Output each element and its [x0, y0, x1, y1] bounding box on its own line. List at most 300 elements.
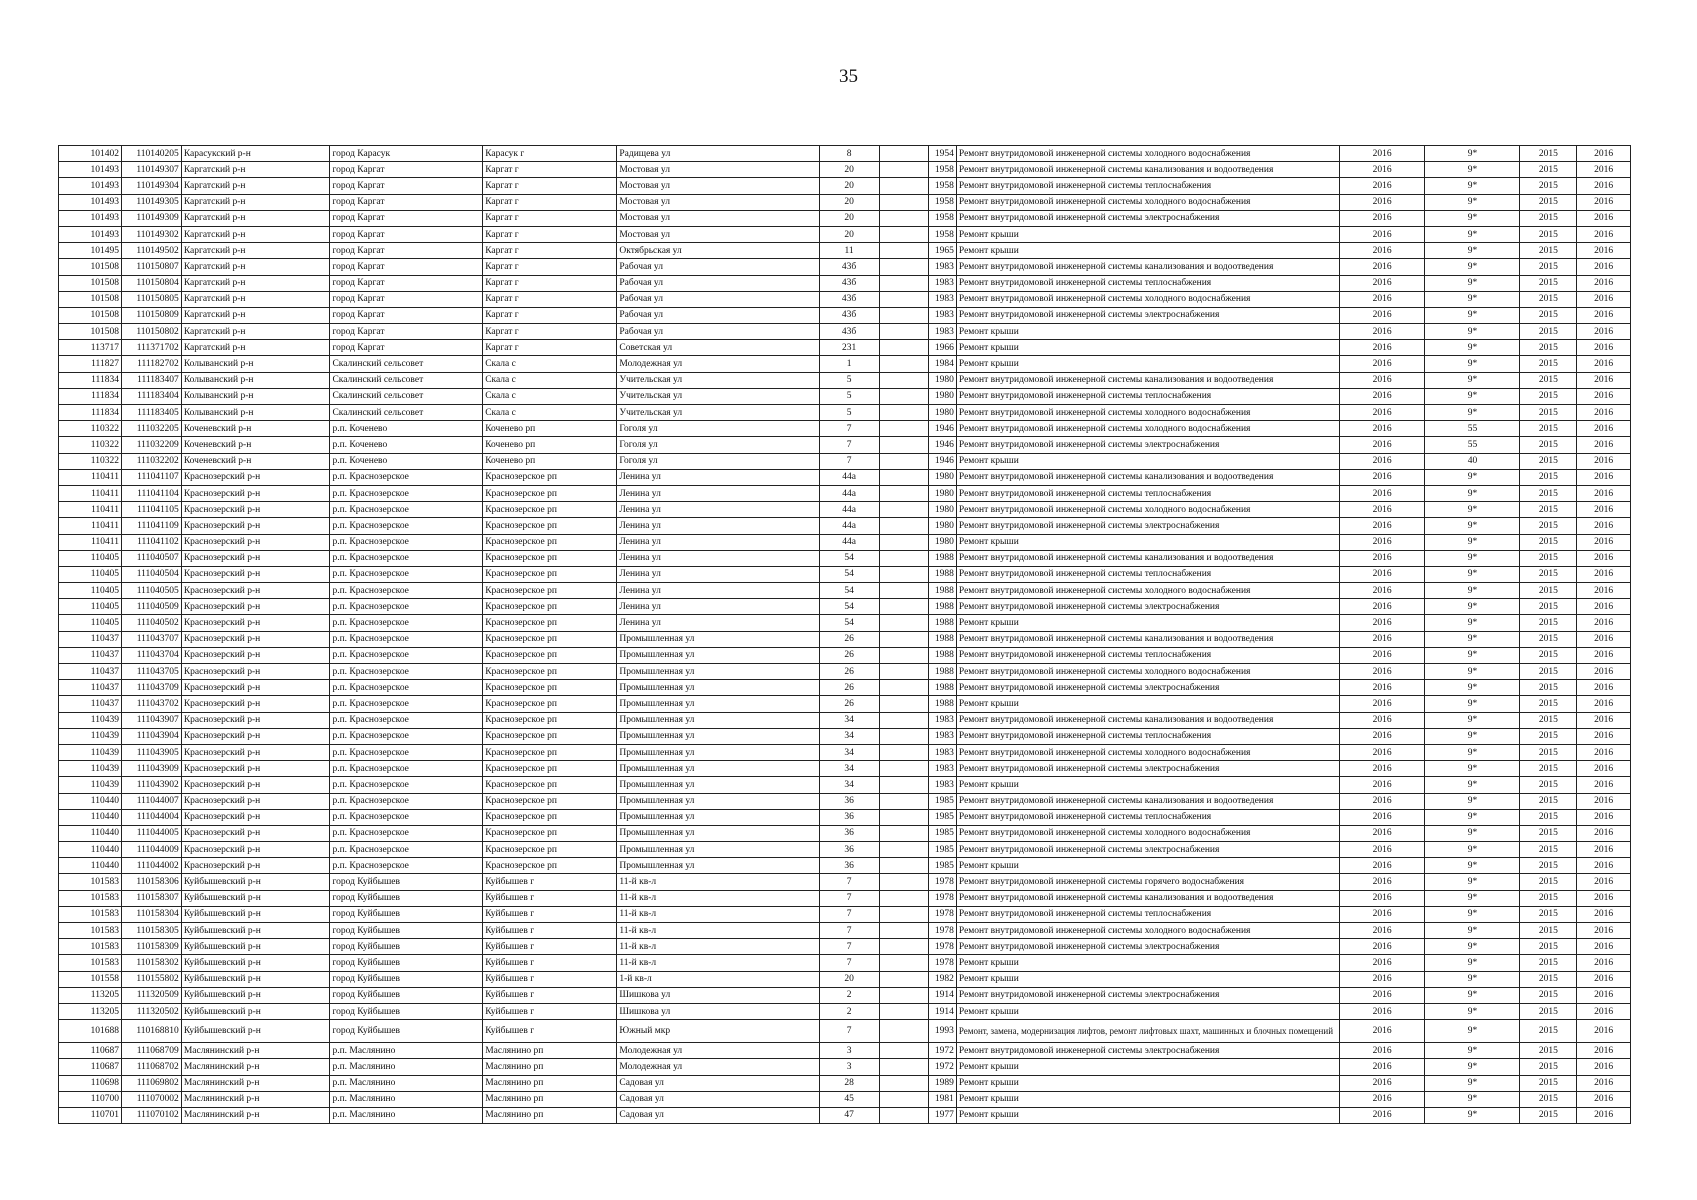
criterion-cell: 9* — [1425, 550, 1520, 566]
district-cell: Краснозерский р-н — [181, 712, 330, 728]
start-year-cell: 2015 — [1520, 1003, 1577, 1019]
work-type-cell: Ремонт внутридомовой инженерной системы электроснабжения — [956, 987, 1339, 1003]
criterion-cell: 9* — [1425, 955, 1520, 971]
plan-year-cell: 2016 — [1339, 955, 1425, 971]
table-row — [59, 469, 1631, 485]
work-type-cell: Ремонт внутридомовой инженерной системы холодного водоснабжения — [956, 405, 1339, 421]
start-year-cell: 2015 — [1520, 1107, 1577, 1123]
work-code-cell: 110150809 — [121, 307, 181, 323]
work-type-cell: Ремонт внутридомовой инженерной системы холодного водоснабжения — [956, 664, 1339, 680]
object-id-cell: 110437 — [59, 647, 122, 663]
object-id-cell: 101508 — [59, 291, 122, 307]
street-cell: Октябрьская ул — [617, 243, 819, 259]
work-type-cell: Ремонт внутридомовой инженерной системы теплоснабжения — [956, 647, 1339, 663]
start-year-cell: 2015 — [1520, 372, 1577, 388]
criterion-cell: 9* — [1425, 761, 1520, 777]
work-code-cell: 111043905 — [121, 744, 181, 760]
criterion-cell: 9* — [1425, 906, 1520, 922]
work-code-cell: 110149304 — [121, 178, 181, 194]
work-code-cell: 110150805 — [121, 291, 181, 307]
year-built-cell: 1988 — [929, 631, 957, 647]
work-code-cell: 111041104 — [121, 485, 181, 501]
house-number-cell: 20 — [819, 162, 879, 178]
object-id-cell: 101583 — [59, 955, 122, 971]
street-cell: Рабочая ул — [617, 324, 819, 340]
district-cell: Коченевский р-н — [181, 437, 330, 453]
plan-year-cell: 2016 — [1339, 356, 1425, 372]
street-cell: Радищева ул — [617, 146, 819, 162]
house-number-cell: 54 — [819, 583, 879, 599]
start-year-cell: 2015 — [1520, 421, 1577, 437]
criterion-cell: 9* — [1425, 291, 1520, 307]
house-number-cell: 43б — [819, 324, 879, 340]
settlement-cell: р.п. Краснозерское — [330, 615, 483, 631]
year-built-cell: 1985 — [929, 842, 957, 858]
plan-year-cell: 2016 — [1339, 647, 1425, 663]
locality-cell: Маслянино рп — [483, 1091, 617, 1107]
table-row — [59, 275, 1631, 291]
street-cell: Мостовая ул — [617, 194, 819, 210]
year-built-cell: 1983 — [929, 275, 957, 291]
building-cell — [879, 324, 929, 340]
street-cell: Промышленная ул — [617, 777, 819, 793]
object-id-cell: 101583 — [59, 874, 122, 890]
object-id-cell: 101493 — [59, 178, 122, 194]
district-cell: Краснозерский р-н — [181, 599, 330, 615]
work-code-cell: 111043707 — [121, 631, 181, 647]
table-row — [59, 437, 1631, 453]
end-year-cell: 2016 — [1577, 583, 1631, 599]
building-cell — [879, 437, 929, 453]
work-code-cell: 110158307 — [121, 890, 181, 906]
object-id-cell: 110440 — [59, 809, 122, 825]
criterion-cell: 9* — [1425, 631, 1520, 647]
locality-cell: Краснозерское рп — [483, 664, 617, 680]
house-number-cell: 3 — [819, 1059, 879, 1075]
house-number-cell: 2 — [819, 1003, 879, 1019]
work-type-cell: Ремонт внутридомовой инженерной системы электроснабжения — [956, 1043, 1339, 1059]
year-built-cell: 1983 — [929, 259, 957, 275]
district-cell: Краснозерский р-н — [181, 534, 330, 550]
settlement-cell: р.п. Краснозерское — [330, 566, 483, 582]
settlement-cell: Скалинский сельсовет — [330, 356, 483, 372]
work-type-cell: Ремонт внутридомовой инженерной системы теплоснабжения — [956, 388, 1339, 404]
street-cell: Гоголя ул — [617, 421, 819, 437]
year-built-cell: 1985 — [929, 793, 957, 809]
house-number-cell: 44а — [819, 534, 879, 550]
work-code-cell: 111320509 — [121, 987, 181, 1003]
criterion-cell: 9* — [1425, 210, 1520, 226]
work-code-cell: 110149305 — [121, 194, 181, 210]
work-code-cell: 111032202 — [121, 453, 181, 469]
work-type-cell: Ремонт крыши — [956, 356, 1339, 372]
street-cell: Промышленная ул — [617, 761, 819, 777]
district-cell: Карасукский р-н — [181, 146, 330, 162]
district-cell: Каргатский р-н — [181, 259, 330, 275]
settlement-cell: город Каргат — [330, 340, 483, 356]
criterion-cell: 9* — [1425, 680, 1520, 696]
building-cell — [879, 421, 929, 437]
building-cell — [879, 1003, 929, 1019]
plan-year-cell: 2016 — [1339, 1020, 1425, 1043]
year-built-cell: 1988 — [929, 647, 957, 663]
criterion-cell: 9* — [1425, 194, 1520, 210]
work-type-cell: Ремонт внутридомовой инженерной системы электроснабжения — [956, 680, 1339, 696]
district-cell: Каргатский р-н — [181, 210, 330, 226]
plan-year-cell: 2016 — [1339, 599, 1425, 615]
work-type-cell: Ремонт внутридомовой инженерной системы электроснабжения — [956, 599, 1339, 615]
criterion-cell: 9* — [1425, 842, 1520, 858]
house-number-cell: 36 — [819, 842, 879, 858]
criterion-cell: 9* — [1425, 243, 1520, 259]
year-built-cell: 1954 — [929, 146, 957, 162]
house-number-cell: 7 — [819, 1020, 879, 1043]
work-type-cell: Ремонт крыши — [956, 1075, 1339, 1091]
year-built-cell: 1981 — [929, 1091, 957, 1107]
settlement-cell: р.п. Маслянино — [330, 1107, 483, 1123]
locality-cell: Коченево рп — [483, 453, 617, 469]
start-year-cell: 2015 — [1520, 243, 1577, 259]
district-cell: Краснозерский р-н — [181, 858, 330, 874]
street-cell: 1-й кв-л — [617, 971, 819, 987]
settlement-cell: р.п. Краснозерское — [330, 631, 483, 647]
year-built-cell: 1980 — [929, 534, 957, 550]
object-id-cell: 110439 — [59, 761, 122, 777]
district-cell: Краснозерский р-н — [181, 502, 330, 518]
year-built-cell: 1946 — [929, 437, 957, 453]
work-code-cell: 110150804 — [121, 275, 181, 291]
end-year-cell: 2016 — [1577, 1003, 1631, 1019]
settlement-cell: р.п. Краснозерское — [330, 858, 483, 874]
house-number-cell: 34 — [819, 712, 879, 728]
year-built-cell: 1983 — [929, 777, 957, 793]
locality-cell: Каргат г — [483, 226, 617, 242]
table-row — [59, 923, 1631, 939]
work-type-cell: Ремонт внутридомовой инженерной системы электроснабжения — [956, 210, 1339, 226]
object-id-cell: 101402 — [59, 146, 122, 162]
end-year-cell: 2016 — [1577, 275, 1631, 291]
work-type-cell: Ремонт внутридомовой инженерной системы холодного водоснабжения — [956, 825, 1339, 841]
table-row — [59, 647, 1631, 663]
locality-cell: Краснозерское рп — [483, 583, 617, 599]
house-number-cell: 3 — [819, 1043, 879, 1059]
settlement-cell: р.п. Коченево — [330, 453, 483, 469]
district-cell: Краснозерский р-н — [181, 728, 330, 744]
work-type-cell: Ремонт внутридомовой инженерной системы холодного водоснабжения — [956, 194, 1339, 210]
street-cell: Ленина ул — [617, 615, 819, 631]
work-type-cell: Ремонт внутридомовой инженерной системы канализования и водоотведения — [956, 631, 1339, 647]
house-number-cell: 7 — [819, 421, 879, 437]
object-id-cell: 101508 — [59, 307, 122, 323]
house-number-cell: 26 — [819, 647, 879, 663]
district-cell: Краснозерский р-н — [181, 777, 330, 793]
settlement-cell: р.п. Краснозерское — [330, 696, 483, 712]
criterion-cell: 9* — [1425, 696, 1520, 712]
house-number-cell: 5 — [819, 405, 879, 421]
work-code-cell: 111043904 — [121, 728, 181, 744]
building-cell — [879, 243, 929, 259]
street-cell: Молодежная ул — [617, 356, 819, 372]
work-type-cell: Ремонт крыши — [956, 777, 1339, 793]
plan-year-cell: 2016 — [1339, 939, 1425, 955]
district-cell: Колыванский р-н — [181, 405, 330, 421]
table-row — [59, 842, 1631, 858]
criterion-cell: 9* — [1425, 793, 1520, 809]
table-row — [59, 1075, 1631, 1091]
house-number-cell: 1 — [819, 356, 879, 372]
house-number-cell: 5 — [819, 388, 879, 404]
house-number-cell: 44а — [819, 469, 879, 485]
work-type-cell: Ремонт крыши — [956, 340, 1339, 356]
street-cell: Учительская ул — [617, 372, 819, 388]
locality-cell: Краснозерское рп — [483, 761, 617, 777]
locality-cell: Маслянино рп — [483, 1043, 617, 1059]
table-row — [59, 356, 1631, 372]
year-built-cell: 1985 — [929, 858, 957, 874]
end-year-cell: 2016 — [1577, 1020, 1631, 1043]
start-year-cell: 2015 — [1520, 631, 1577, 647]
plan-year-cell: 2016 — [1339, 906, 1425, 922]
settlement-cell: р.п. Маслянино — [330, 1091, 483, 1107]
criterion-cell: 9* — [1425, 583, 1520, 599]
start-year-cell: 2015 — [1520, 761, 1577, 777]
settlement-cell: р.п. Краснозерское — [330, 550, 483, 566]
criterion-cell: 9* — [1425, 858, 1520, 874]
settlement-cell: город Куйбышев — [330, 906, 483, 922]
object-id-cell: 110439 — [59, 712, 122, 728]
settlement-cell: город Куйбышев — [330, 987, 483, 1003]
work-type-cell: Ремонт внутридомовой инженерной системы канализования и водоотведения — [956, 550, 1339, 566]
start-year-cell: 2015 — [1520, 696, 1577, 712]
table-body — [59, 146, 1631, 1124]
settlement-cell: р.п. Краснозерское — [330, 469, 483, 485]
settlement-cell: р.п. Маслянино — [330, 1075, 483, 1091]
object-id-cell: 111834 — [59, 405, 122, 421]
district-cell: Куйбышевский р-н — [181, 1020, 330, 1043]
plan-year-cell: 2016 — [1339, 324, 1425, 340]
year-built-cell: 1914 — [929, 987, 957, 1003]
locality-cell: Маслянино рп — [483, 1107, 617, 1123]
page-number: 35 — [839, 66, 858, 87]
settlement-cell: город Куйбышев — [330, 955, 483, 971]
district-cell: Коченевский р-н — [181, 453, 330, 469]
table-row — [59, 809, 1631, 825]
district-cell: Краснозерский р-н — [181, 825, 330, 841]
end-year-cell: 2016 — [1577, 405, 1631, 421]
plan-year-cell: 2016 — [1339, 388, 1425, 404]
settlement-cell: р.п. Краснозерское — [330, 680, 483, 696]
district-cell: Каргатский р-н — [181, 178, 330, 194]
settlement-cell: р.п. Краснозерское — [330, 793, 483, 809]
start-year-cell: 2015 — [1520, 728, 1577, 744]
plan-year-cell: 2016 — [1339, 146, 1425, 162]
work-code-cell: 111040507 — [121, 550, 181, 566]
end-year-cell: 2016 — [1577, 599, 1631, 615]
building-cell — [879, 987, 929, 1003]
house-number-cell: 7 — [819, 874, 879, 890]
building-cell — [879, 388, 929, 404]
building-cell — [879, 307, 929, 323]
table-row — [59, 210, 1631, 226]
settlement-cell: город Куйбышев — [330, 1020, 483, 1043]
end-year-cell: 2016 — [1577, 1059, 1631, 1075]
plan-year-cell: 2016 — [1339, 421, 1425, 437]
street-cell: Рабочая ул — [617, 275, 819, 291]
street-cell: Ленина ул — [617, 550, 819, 566]
end-year-cell: 2016 — [1577, 356, 1631, 372]
work-code-cell: 111032209 — [121, 437, 181, 453]
plan-year-cell: 2016 — [1339, 728, 1425, 744]
object-id-cell: 101493 — [59, 194, 122, 210]
street-cell: Гоголя ул — [617, 437, 819, 453]
locality-cell: Куйбышев г — [483, 874, 617, 890]
start-year-cell: 2015 — [1520, 1043, 1577, 1059]
building-cell — [879, 696, 929, 712]
table-row — [59, 890, 1631, 906]
locality-cell: Каргат г — [483, 210, 617, 226]
district-cell: Куйбышевский р-н — [181, 923, 330, 939]
start-year-cell: 2015 — [1520, 1091, 1577, 1107]
locality-cell: Краснозерское рп — [483, 712, 617, 728]
criterion-cell: 9* — [1425, 647, 1520, 663]
locality-cell: Краснозерское рп — [483, 566, 617, 582]
work-type-cell: Ремонт, замена, модернизация лифтов, ремонт лифтовых шахт, машинных и блочных помещений — [956, 1020, 1339, 1043]
work-type-cell: Ремонт крыши — [956, 971, 1339, 987]
end-year-cell: 2016 — [1577, 146, 1631, 162]
settlement-cell: р.п. Краснозерское — [330, 647, 483, 663]
work-type-cell: Ремонт внутридомовой инженерной системы теплоснабжения — [956, 809, 1339, 825]
work-type-cell: Ремонт внутридомовой инженерной системы теплоснабжения — [956, 566, 1339, 582]
house-number-cell: 26 — [819, 664, 879, 680]
street-cell: Учительская ул — [617, 388, 819, 404]
house-number-cell: 26 — [819, 680, 879, 696]
start-year-cell: 2015 — [1520, 226, 1577, 242]
plan-year-cell: 2016 — [1339, 874, 1425, 890]
start-year-cell: 2015 — [1520, 825, 1577, 841]
object-id-cell: 110405 — [59, 615, 122, 631]
work-code-cell: 111070102 — [121, 1107, 181, 1123]
locality-cell: Краснозерское рп — [483, 534, 617, 550]
settlement-cell: р.п. Краснозерское — [330, 534, 483, 550]
end-year-cell: 2016 — [1577, 842, 1631, 858]
end-year-cell: 2016 — [1577, 728, 1631, 744]
year-built-cell: 1985 — [929, 809, 957, 825]
end-year-cell: 2016 — [1577, 923, 1631, 939]
settlement-cell: р.п. Коченево — [330, 421, 483, 437]
end-year-cell: 2016 — [1577, 955, 1631, 971]
year-built-cell: 1988 — [929, 550, 957, 566]
building-cell — [879, 178, 929, 194]
end-year-cell: 2016 — [1577, 793, 1631, 809]
end-year-cell: 2016 — [1577, 647, 1631, 663]
start-year-cell: 2015 — [1520, 615, 1577, 631]
plan-year-cell: 2016 — [1339, 809, 1425, 825]
object-id-cell: 101493 — [59, 162, 122, 178]
year-built-cell: 1966 — [929, 340, 957, 356]
end-year-cell: 2016 — [1577, 162, 1631, 178]
start-year-cell: 2015 — [1520, 777, 1577, 793]
table-row — [59, 146, 1631, 162]
work-code-cell: 111043902 — [121, 777, 181, 793]
year-built-cell: 1958 — [929, 210, 957, 226]
district-cell: Маслянинский р-н — [181, 1043, 330, 1059]
plan-year-cell: 2016 — [1339, 1091, 1425, 1107]
end-year-cell: 2016 — [1577, 712, 1631, 728]
criterion-cell: 9* — [1425, 518, 1520, 534]
start-year-cell: 2015 — [1520, 566, 1577, 582]
district-cell: Маслянинский р-н — [181, 1091, 330, 1107]
work-code-cell: 110158306 — [121, 874, 181, 890]
year-built-cell: 1983 — [929, 324, 957, 340]
table-row — [59, 987, 1631, 1003]
plan-year-cell: 2016 — [1339, 793, 1425, 809]
object-id-cell: 110437 — [59, 680, 122, 696]
table-row — [59, 388, 1631, 404]
locality-cell: Скала с — [483, 356, 617, 372]
settlement-cell: р.п. Коченево — [330, 437, 483, 453]
street-cell: Промышленная ул — [617, 728, 819, 744]
start-year-cell: 2015 — [1520, 307, 1577, 323]
district-cell: Краснозерский р-н — [181, 550, 330, 566]
object-id-cell: 101495 — [59, 243, 122, 259]
street-cell: Садовая ул — [617, 1075, 819, 1091]
object-id-cell: 110405 — [59, 550, 122, 566]
work-type-cell: Ремонт внутридомовой инженерной системы электроснабжения — [956, 307, 1339, 323]
object-id-cell: 110440 — [59, 793, 122, 809]
house-number-cell: 7 — [819, 906, 879, 922]
house-number-cell: 7 — [819, 955, 879, 971]
table-row — [59, 712, 1631, 728]
table-row — [59, 518, 1631, 534]
house-number-cell: 20 — [819, 210, 879, 226]
house-number-cell: 54 — [819, 566, 879, 582]
work-code-cell: 110158305 — [121, 923, 181, 939]
settlement-cell: р.п. Краснозерское — [330, 518, 483, 534]
object-id-cell: 110322 — [59, 421, 122, 437]
end-year-cell: 2016 — [1577, 291, 1631, 307]
work-type-cell: Ремонт крыши — [956, 1091, 1339, 1107]
object-id-cell: 110701 — [59, 1107, 122, 1123]
locality-cell: Коченево рп — [483, 421, 617, 437]
district-cell: Краснозерский р-н — [181, 631, 330, 647]
start-year-cell: 2015 — [1520, 583, 1577, 599]
building-cell — [879, 162, 929, 178]
locality-cell: Краснозерское рп — [483, 809, 617, 825]
start-year-cell: 2015 — [1520, 939, 1577, 955]
district-cell: Коченевский р-н — [181, 421, 330, 437]
table-row — [59, 1059, 1631, 1075]
street-cell: 11-й кв-л — [617, 923, 819, 939]
work-code-cell: 111041107 — [121, 469, 181, 485]
object-id-cell: 101508 — [59, 275, 122, 291]
building-cell — [879, 453, 929, 469]
plan-year-cell: 2016 — [1339, 259, 1425, 275]
building-cell — [879, 1075, 929, 1091]
criterion-cell: 9* — [1425, 728, 1520, 744]
end-year-cell: 2016 — [1577, 664, 1631, 680]
work-code-cell: 111044007 — [121, 793, 181, 809]
work-code-cell: 111183407 — [121, 372, 181, 388]
locality-cell: Каргат г — [483, 275, 617, 291]
house-number-cell: 231 — [819, 340, 879, 356]
house-number-cell: 34 — [819, 761, 879, 777]
table-row — [59, 599, 1631, 615]
end-year-cell: 2016 — [1577, 809, 1631, 825]
start-year-cell: 2015 — [1520, 275, 1577, 291]
object-id-cell: 110322 — [59, 437, 122, 453]
table-row — [59, 583, 1631, 599]
year-built-cell: 1978 — [929, 955, 957, 971]
